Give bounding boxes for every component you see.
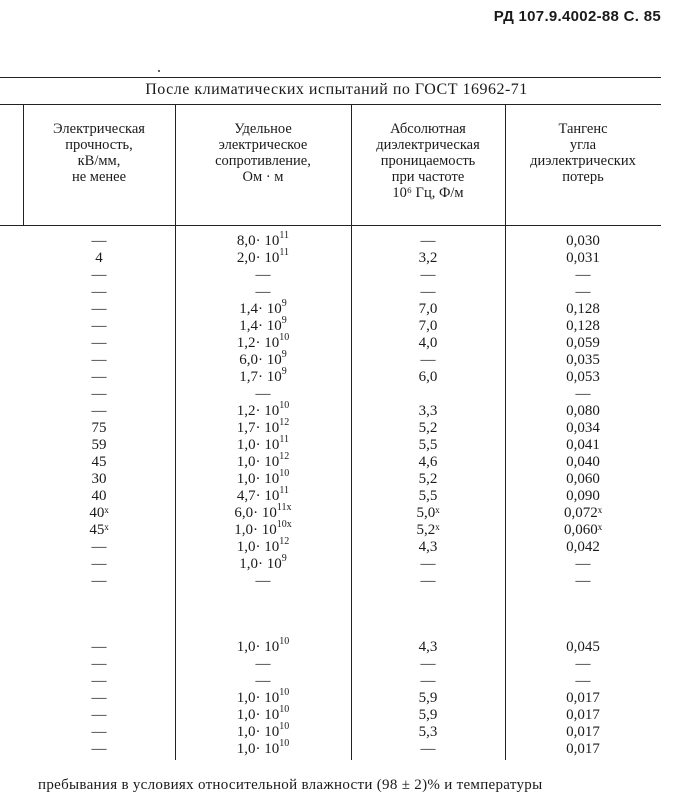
column-header-strength: Электрическая прочность, кВ/мм, не менее xyxy=(53,121,145,185)
header-bottom-rule xyxy=(0,225,661,226)
strength-cell: — xyxy=(91,724,107,740)
resistivity-mantissa: 8,0· 10 xyxy=(236,233,280,249)
permittivity-cell: 5,0ˣ xyxy=(416,505,440,521)
permittivity-cell: 6,0 xyxy=(418,369,438,385)
permittivity-cell: — xyxy=(420,673,436,689)
permittivity-cell: — xyxy=(420,352,436,368)
resistivity-cell xyxy=(175,704,351,724)
tangent-cell: 0,017 xyxy=(566,741,600,757)
resistivity-cell xyxy=(175,284,351,301)
permittivity-cell: 4,3 xyxy=(418,639,438,655)
resistivity-mantissa: — xyxy=(255,267,271,283)
table-top-rule xyxy=(0,77,661,78)
resistivity-mantissa: 6,0· 10 xyxy=(234,505,277,521)
permittivity-cell: — xyxy=(420,656,436,672)
resistivity-cell xyxy=(175,573,351,590)
strength-cell: — xyxy=(91,673,107,689)
resistivity-exponent: 12 xyxy=(279,536,290,547)
resistivity-cell xyxy=(175,673,351,690)
resistivity-mantissa: 1,7· 10 xyxy=(236,420,280,436)
resistivity-exponent: 9 xyxy=(281,349,287,360)
strength-cell: — xyxy=(91,267,107,283)
resistivity-cell xyxy=(175,386,351,403)
title-rule xyxy=(0,104,661,105)
resistivity-mantissa: 1,0· 10 xyxy=(236,639,280,655)
footer-text: пребывания в условиях относительной влажности (98 ± 2)% и температуры xyxy=(38,777,543,793)
resistivity-cell xyxy=(175,468,351,488)
strength-cell: — xyxy=(91,573,107,589)
resistivity-cell xyxy=(175,656,351,673)
resistivity-exponent: 10 xyxy=(279,332,290,343)
tangent-cell: 0,030 xyxy=(566,233,600,249)
resistivity-cell xyxy=(175,636,351,656)
resistivity-exponent: 10 xyxy=(279,721,290,732)
resistivity-exponent: 12 xyxy=(279,451,290,462)
permittivity-cell: 3,2 xyxy=(418,250,438,266)
permittivity-cell: 5,5 xyxy=(418,437,438,453)
tangent-cell: 0,040 xyxy=(566,454,600,470)
resistivity-cell xyxy=(175,502,351,522)
permittivity-cell: — xyxy=(420,741,436,757)
permittivity-cell: 5,9 xyxy=(418,707,438,723)
resistivity-cell xyxy=(175,434,351,454)
strength-cell: — xyxy=(91,369,107,385)
permittivity-cell: 5,3 xyxy=(418,724,438,740)
resistivity-cell xyxy=(175,417,351,437)
resistivity-cell xyxy=(175,298,351,318)
strength-cell: 45ˣ xyxy=(89,522,109,538)
resistivity-cell xyxy=(175,400,351,420)
tangent-cell: 0,090 xyxy=(566,488,600,504)
tangent-cell: 0,041 xyxy=(566,437,600,453)
resistivity-mantissa: 1,4· 10 xyxy=(239,301,282,317)
resistivity-cell xyxy=(175,366,351,386)
resistivity-cell xyxy=(175,451,351,471)
strength-cell: — xyxy=(91,403,107,419)
tangent-cell: — xyxy=(575,556,591,572)
permittivity-cell: 7,0 xyxy=(418,318,438,334)
tangent-cell: 0,017 xyxy=(566,707,600,723)
resistivity-cell xyxy=(175,485,351,505)
resistivity-cell xyxy=(175,247,351,267)
strength-cell: — xyxy=(91,284,107,300)
tangent-cell: — xyxy=(575,284,591,300)
column-header-resistivity: Удельное электрическое сопротивление, Ом · м xyxy=(215,121,311,185)
resistivity-mantissa: 1,0· 10 xyxy=(236,741,280,757)
strength-cell: 30 xyxy=(91,471,107,487)
resistivity-exponent: 11x xyxy=(276,502,292,513)
resistivity-cell xyxy=(175,553,351,573)
resistivity-exponent: 10 xyxy=(279,738,290,749)
tangent-cell: 0,128 xyxy=(566,318,600,334)
strength-cell: — xyxy=(91,556,107,572)
tangent-cell: — xyxy=(575,267,591,283)
resistivity-exponent: 12 xyxy=(279,417,290,428)
strength-cell: — xyxy=(91,386,107,402)
tangent-cell: 0,059 xyxy=(566,335,600,351)
resistivity-mantissa: 4,7· 10 xyxy=(236,488,280,504)
resistivity-cell xyxy=(175,738,351,758)
resistivity-cell xyxy=(175,349,351,369)
resistivity-cell xyxy=(175,315,351,335)
strength-cell: — xyxy=(91,539,107,555)
tangent-cell: — xyxy=(575,656,591,672)
strength-cell: 75 xyxy=(91,420,107,436)
permittivity-cell: 4,0 xyxy=(418,335,438,351)
strength-cell: — xyxy=(91,352,107,368)
resistivity-exponent: 10x xyxy=(276,519,292,530)
resistivity-exponent: 10 xyxy=(279,704,290,715)
tangent-cell: 0,053 xyxy=(566,369,600,385)
resistivity-exponent: 10 xyxy=(279,687,290,698)
tangent-cell: 0,035 xyxy=(566,352,600,368)
resistivity-cell xyxy=(175,687,351,707)
scan-speck xyxy=(158,70,160,72)
strength-cell: — xyxy=(91,707,107,723)
tangent-cell: 0,060ˣ xyxy=(563,522,603,538)
strength-cell: — xyxy=(91,318,107,334)
tangent-cell: 0,042 xyxy=(566,539,600,555)
resistivity-exponent: 9 xyxy=(281,366,287,377)
strength-cell: 45 xyxy=(91,454,107,470)
resistivity-mantissa: — xyxy=(255,656,271,672)
tangent-cell: 0,060 xyxy=(566,471,600,487)
resistivity-mantissa: 1,0· 10 xyxy=(236,539,280,555)
permittivity-cell: 4,3 xyxy=(418,539,438,555)
column-header-permittivity: Абсолютная диэлектрическая проницаемость при частоте 10⁶ Гц, Ф/м xyxy=(376,121,480,201)
permittivity-cell: — xyxy=(420,284,436,300)
resistivity-mantissa: 1,2· 10 xyxy=(236,403,280,419)
permittivity-cell: 5,2ˣ xyxy=(416,522,440,538)
resistivity-exponent: 11 xyxy=(279,230,290,241)
resistivity-mantissa: 6,0· 10 xyxy=(239,352,282,368)
strength-cell: 40ˣ xyxy=(89,505,109,521)
resistivity-cell xyxy=(175,267,351,284)
permittivity-cell: — xyxy=(420,556,436,572)
tangent-cell: 0,128 xyxy=(566,301,600,317)
resistivity-mantissa: 1,0· 10 xyxy=(239,556,282,572)
permittivity-cell: 5,2 xyxy=(418,420,438,436)
permittivity-cell: 5,5 xyxy=(418,488,438,504)
strength-cell: — xyxy=(91,690,107,706)
strength-cell: 4 xyxy=(95,250,103,266)
resistivity-exponent: 10 xyxy=(279,636,290,647)
tangent-cell: 0,034 xyxy=(566,420,600,436)
strength-cell: — xyxy=(91,639,107,655)
tangent-cell: 0,080 xyxy=(566,403,600,419)
resistivity-exponent: 11 xyxy=(279,485,290,496)
table-title: После климатических испытаний по ГОСТ 16962-71 xyxy=(145,81,528,98)
permittivity-cell: 3,3 xyxy=(418,403,438,419)
strength-cell: 40 xyxy=(91,488,107,504)
resistivity-mantissa: — xyxy=(255,284,271,300)
strength-cell: — xyxy=(91,656,107,672)
tangent-cell: 0,031 xyxy=(566,250,600,266)
permittivity-cell: 7,0 xyxy=(418,301,438,317)
tangent-cell: 0,072ˣ xyxy=(563,505,603,521)
tangent-cell: — xyxy=(575,573,591,589)
tangent-cell: — xyxy=(575,386,591,402)
resistivity-mantissa: 1,4· 10 xyxy=(239,318,282,334)
resistivity-mantissa: 1,2· 10 xyxy=(236,335,280,351)
tangent-cell: — xyxy=(575,673,591,689)
resistivity-exponent: 9 xyxy=(281,553,287,564)
permittivity-cell: — xyxy=(420,233,436,249)
strength-cell: — xyxy=(91,301,107,317)
permittivity-cell: — xyxy=(420,573,436,589)
resistivity-mantissa: 1,0· 10 xyxy=(236,690,280,706)
resistivity-mantissa: 1,7· 10 xyxy=(239,369,282,385)
resistivity-mantissa: — xyxy=(255,573,271,589)
resistivity-cell xyxy=(175,721,351,741)
resistivity-cell xyxy=(175,536,351,556)
resistivity-cell xyxy=(175,519,351,539)
resistivity-mantissa: 1,0· 10 xyxy=(236,471,280,487)
column-header-tangent: Тангенс угла диэлектрических потерь xyxy=(530,121,636,185)
resistivity-mantissa: 1,0· 10 xyxy=(236,707,280,723)
resistivity-exponent: 10 xyxy=(279,400,290,411)
tangent-cell: 0,017 xyxy=(566,690,600,706)
resistivity-exponent: 11 xyxy=(279,434,290,445)
strength-cell: — xyxy=(91,335,107,351)
resistivity-mantissa: — xyxy=(255,386,271,402)
page-header: РД 107.9.4002-88 С. 85 xyxy=(493,8,661,25)
permittivity-cell: 4,6 xyxy=(418,454,438,470)
tangent-cell: 0,017 xyxy=(566,724,600,740)
resistivity-exponent: 10 xyxy=(279,468,290,479)
resistivity-mantissa: — xyxy=(255,673,271,689)
resistivity-mantissa: 1,0· 10 xyxy=(236,724,280,740)
resistivity-cell xyxy=(175,332,351,352)
resistivity-mantissa: 1,0· 10 xyxy=(236,437,280,453)
strength-cell: 59 xyxy=(91,437,107,453)
resistivity-mantissa: 2,0· 10 xyxy=(236,250,280,266)
permittivity-cell: 5,2 xyxy=(418,471,438,487)
resistivity-cell xyxy=(175,230,351,250)
strength-cell: — xyxy=(91,233,107,249)
resistivity-mantissa: 1,0· 10 xyxy=(234,522,277,538)
resistivity-exponent: 9 xyxy=(281,298,287,309)
tangent-cell: 0,045 xyxy=(566,639,600,655)
permittivity-cell: — xyxy=(420,267,436,283)
resistivity-mantissa: 1,0· 10 xyxy=(236,454,280,470)
strength-cell: — xyxy=(91,741,107,757)
permittivity-cell: 5,9 xyxy=(418,690,438,706)
resistivity-exponent: 11 xyxy=(279,247,290,258)
resistivity-exponent: 9 xyxy=(281,315,287,326)
